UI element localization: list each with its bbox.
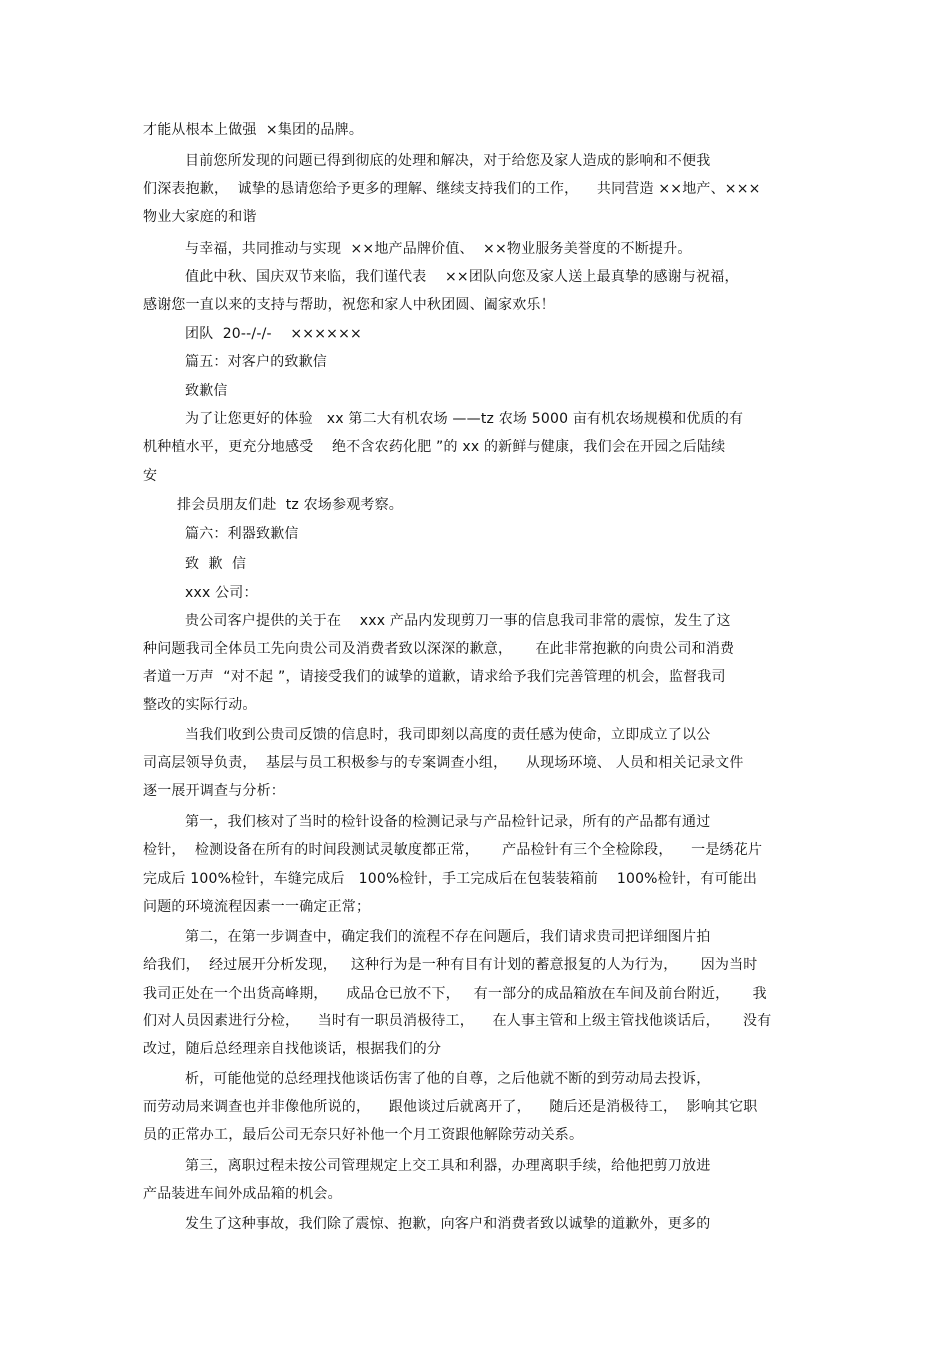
text-line: 检针， 检测设备在所有的时间段测试灵敏度都正常， 产品检针有三个全检除段， 一是绣花片 xyxy=(143,842,763,858)
text-line: 产品装进车间外成品箱的机会。 xyxy=(143,1186,342,1202)
text-line: 感谢您一直以来的支持与帮助，祝您和家人中秋团圆、阖家欢乐！ xyxy=(143,297,555,313)
text-line: 们对人员因素进行分检， 当时有一职员消极待工， 在人事主管和上级主管找他谈话后， 没有 xyxy=(143,1013,772,1029)
text-line: 者道一万声 “对不起 ”，请接受我们的诚挚的道歉，请求给予我们完善管理的机会，监督我司 xyxy=(143,669,726,685)
text-line: 完成后 100%检针，车缝完成后 100%检针，手工完成后在包装装箱前 100%检针，有可能出 xyxy=(143,871,758,887)
text-line: 员的正常办工，最后公司无奈只好补他一个月工资跟他解除劳动关系。 xyxy=(143,1127,584,1143)
text-line: 整改的实际行动。 xyxy=(143,697,257,713)
text-line: 才能从根本上做强 ×集团的品牌。 xyxy=(143,122,364,138)
text-line: 物业大家庭的和谐 xyxy=(143,209,257,225)
text-line: 机种植水平，更充分地感受 绝不含农药化肥 ”的 xx 的新鲜与健康，我们会在开园之后陆续 xyxy=(143,439,726,455)
text-line: 安 xyxy=(143,468,158,484)
text-line: 为了让您更好的体验 xx 第二大有机农场 ——tz 农场 5000 亩有机农场规模和优质的有 xyxy=(185,411,744,427)
text-line: 司高层领导负责， 基层与员工积极参与的专案调查小组， 从现场环境、 人员和相关记录文件 xyxy=(143,755,744,771)
text-line: 改过，随后总经理亲自找他谈话，根据我们的分 xyxy=(143,1041,442,1057)
text-line: 目前您所发现的问题已得到彻底的处理和解决，对于给您及家人造成的影响和不便我 xyxy=(185,153,711,169)
letter-title: 致 歉 信 xyxy=(185,556,247,572)
text-line: 与幸福，共同推动与实现 ××地产品牌价值、 ××物业服务美誉度的不断提升。 xyxy=(185,241,692,257)
text-line: 给我们， 经过展开分析发现， 这种行为是一种有目有计划的蓄意报复的人为行为， 因为当时 xyxy=(143,957,758,973)
text-line: 值此中秋、国庆双节来临，我们谨代表 ××团队向您及家人送上最真挚的感谢与祝福， xyxy=(185,269,739,285)
text-line: 们深表抱歉， 诚挚的恳请您给予更多的理解、继续支持我们的工作， 共同营造 ××地产、××× xyxy=(143,181,761,197)
text-line: 而劳动局来调查也并非像他所说的， 跟他谈过后就离开了， 随后还是消极待工， 影响其它职 xyxy=(143,1099,758,1115)
text-line: 第三，离职过程未按公司管理规定上交工具和利器，办理离职手续，给他把剪刀放进 xyxy=(185,1158,711,1174)
text-line: 当我们收到公贵司反馈的信息时，我司即刻以高度的责任感为使命，立即成立了以公 xyxy=(185,727,711,743)
salutation: xxx 公司： xyxy=(185,585,258,601)
text-line: 种问题我司全体员工先向贵公司及消费者致以深深的歉意， 在此非常抱歉的向贵公司和消费 xyxy=(143,641,735,657)
section-heading: 篇六：利器致歉信 xyxy=(185,526,299,542)
text-line: 逐一展开调查与分析： xyxy=(143,783,285,799)
text-line: 析，可能他觉的总经理找他谈话伤害了他的自尊，之后他就不断的到劳动局去投诉， xyxy=(185,1071,711,1087)
text-line: 我司正处在一个出货高峰期， 成品仓已放不下， 有一部分的成品箱放在车间及前台附近， 我 xyxy=(143,986,767,1002)
text-line: 贵公司客户提供的关于在 xxx 产品内发现剪刀一事的信息我司非常的震惊，发生了这 xyxy=(185,613,731,629)
text-line: 第二，在第一步调查中，确定我们的流程不存在问题后，我们请求贵司把详细图片拍 xyxy=(185,929,711,945)
text-line: 发生了这种事故，我们除了震惊、抱歉，向客户和消费者致以诚挚的道歉外，更多的 xyxy=(185,1216,711,1232)
text-line: 团队 20--/-/- ×××××× xyxy=(185,326,362,342)
section-heading: 篇五：对客户的致歉信 xyxy=(185,354,327,370)
letter-title: 致歉信 xyxy=(185,383,228,399)
text-line: 第一，我们核对了当时的检针设备的检测记录与产品检针记录，所有的产品都有通过 xyxy=(185,814,711,830)
text-line: 问题的环境流程因素一一确定正常； xyxy=(143,899,371,915)
text-line: 排会员朋友们赴 tz 农场参观考察。 xyxy=(177,497,403,513)
